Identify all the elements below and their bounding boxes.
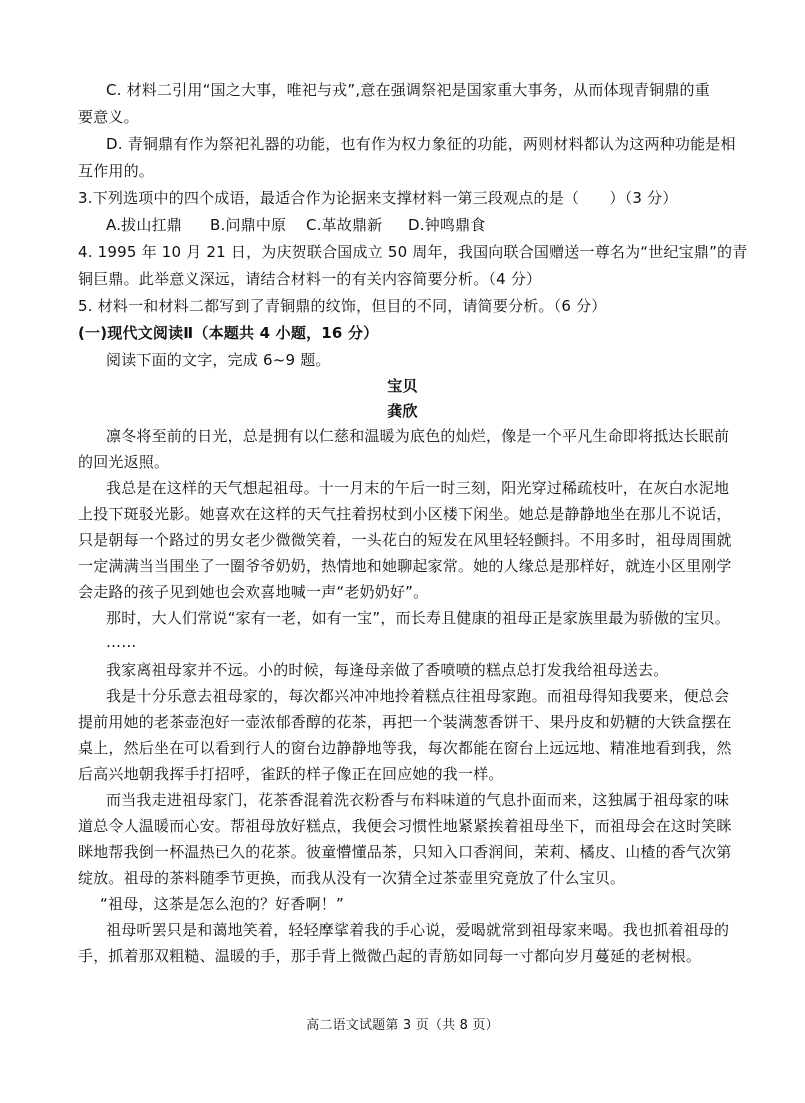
paragraph-6-line1: 而当我走进祖母家门，花茶香混着洗衣粉香与布料味道的气息扑面而来，这独属于祖母家的味: [106, 791, 730, 809]
paragraph-1-line1: 凛冬将至前的日光，总是拥有以仁慈和温暖为底色的灿烂，像是一个平凡生命即将抵达长眠前: [106, 427, 730, 445]
paragraph-2-line4: 一定满满当当围坐了一圈爷爷奶奶，热情地和她聊起家常。她的人缘总是那样好，就连小区里刚学: [78, 557, 732, 575]
paragraph-5-line1: 我是十分乐意去祖母家的，每次都兴冲冲地拎着糕点往祖母家跑。而祖母得知我要来，便总会: [106, 687, 730, 705]
option-b: B.问鼎中原: [210, 216, 287, 234]
paragraph-5-line4: 后高兴地朝我挥手打招呼，雀跃的样子像正在回应她的我一样。: [78, 765, 504, 783]
page-footer: 高二语文试题第 3 页（共 8 页）: [306, 1018, 499, 1033]
paragraph-6-line4: 绽放。祖母的茶料随季节更换，而我从没有一次猜全过茶壶里究竟放了什么宝贝。: [78, 869, 626, 887]
paragraph-4: 我家离祖母家并不远。小的时候，每逢母亲做了香喷喷的糕点总打发我给祖母送去。: [106, 661, 669, 679]
paragraph-2-line1: 我总是在这样的天气想起祖母。十一月末的午后一时三刻，阳光穿过稀疏枝叶，在灰白水泥地: [106, 479, 730, 497]
question-4-line1: 4. 1995 年 10 月 21 日，为庆贺联合国成立 50 周年，我国向联合国赠送一尊名为“世纪宝鼎”的青: [78, 243, 748, 261]
paragraph-5-line2: 提前用她的老茶壶泡好一壶浓郁香醇的花茶，再把一个装满葱香饼干、果丹皮和奶糖的大铁盒摆在: [78, 713, 732, 731]
option-a: A.拔山扛鼎: [106, 216, 182, 234]
instruction: 阅读下面的文字，完成 6~9 题。: [106, 351, 331, 369]
paragraph-5-line3: 桌上，然后坐在可以看到行人的窗台边静静地等我，每次都能在窗台上远远地、精准地看到我，然: [78, 739, 732, 757]
paragraph-2-line2: 上投下斑驳光影。她喜欢在这样的天气拄着拐杖到小区楼下闲坐。她总是静静地坐在那儿不说话，: [78, 505, 732, 523]
paragraph-6-line3: 眯地帮我倒一杯温热已久的花茶。彼童懵懂品茶，只知入口香润间，茉莉、橘皮、山楂的香气次第: [78, 843, 732, 861]
paragraph-2-line3: 只是朝每一个路过的男女老少微微笑着，一头花白的短发在风里轻轻颤抖。不用多时，祖母周围就: [78, 531, 732, 549]
paragraph-3: 那时，大人们常说“家有一老，如有一宝”，而长寿且健康的祖母正是家族里最为骄傲的宝贝。: [106, 609, 730, 627]
paragraph-8-line2: 手，抓着那双粗糙、温暖的手，那手背上微微凸起的青筋如同每一寸都向岁月蔓延的老树根。: [78, 947, 702, 965]
section-heading: (一)现代文阅读Ⅱ（本题共 4 小题，16 分）: [78, 324, 379, 342]
dialogue-line: “祖母，这茶是怎么泡的？好香啊！”: [100, 895, 344, 913]
question-5: 5. 材料一和材料二都写到了青铜鼎的纹饰，但目的不同，请简要分析。（6 分）: [78, 297, 607, 315]
option-d-line1: D. 青铜鼎有作为祭祀礼器的功能，也有作为权力象征的功能，两则材料都认为这两种功能是相: [106, 135, 736, 153]
paragraph-2-line5: 会走路的孩子见到她也会欢喜地喊一声“老奶奶好”。: [78, 583, 429, 601]
article-title: 宝贝: [387, 377, 418, 395]
option-d-line2: 互作用的。: [78, 162, 155, 180]
paragraph-6-line2: 道总令人温暖而心安。帮祖母放好糕点，我便会习惯性地紧紧挨着祖母坐下，而祖母会在这时笑眯: [78, 817, 732, 835]
option-c: C.革故鼎新: [306, 216, 383, 234]
paragraph-1-line2: 的回光返照。: [78, 453, 170, 471]
article-author: 龚欣: [387, 402, 418, 420]
option-c-line2: 要意义。: [78, 108, 139, 126]
question-3-stem: 3.下列选项中的四个成语，最适合作为论据来支撑材料一第三段观点的是（ ）（3 分）: [78, 189, 678, 207]
ellipsis: ……: [106, 633, 137, 651]
question-3-options: [106, 215, 486, 235]
paragraph-8-line1: 祖母听罢只是和蔼地笑着，轻轻摩挲着我的手心说，爱喝就常到祖母家来喝。我也抓着祖母的: [106, 921, 730, 939]
option-c-line1: C. 材料二引用“国之大事，唯祀与戎”,意在强调祭祀是国家重大事务，从而体现青铜鼎的重: [106, 81, 710, 99]
question-4-line2: 铜巨鼎。此举意义深远，请结合材料一的有关内容简要分析。（4 分）: [78, 270, 542, 288]
option-d: D.钟鸣鼎食: [408, 216, 486, 234]
